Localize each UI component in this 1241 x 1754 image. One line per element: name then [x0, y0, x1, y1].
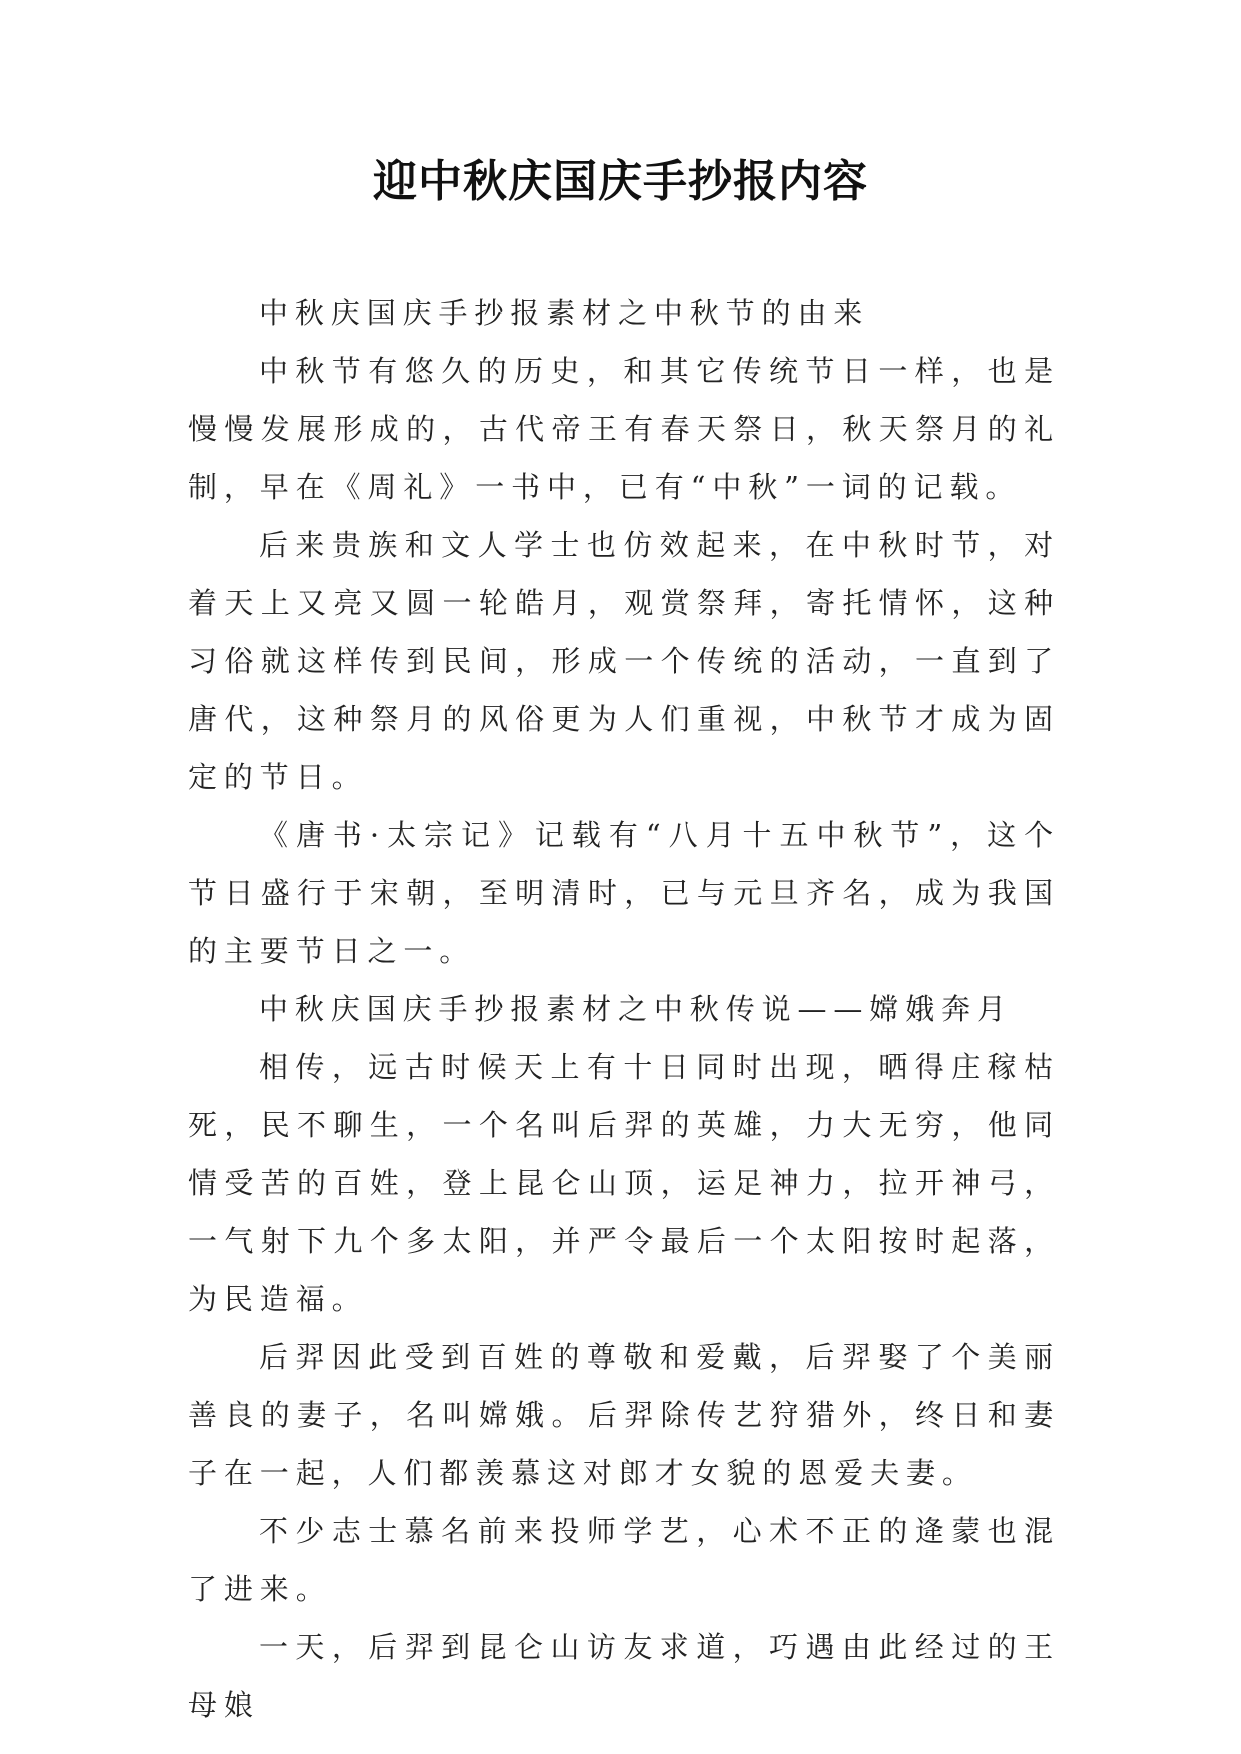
paragraph: 后来贵族和文人学士也仿效起来，在中秋时节，对着天上又亮又圆一轮皓月，观赏祭拜，寄托情怀，这种习俗就这样传到民间，形成一个传统的活动，一直到了唐代，这种祭月的风俗更为人们重视，中秋节才成为固定的节日。	[188, 528, 1060, 794]
document-title: 迎中秋庆国庆手抄报内容	[373, 156, 868, 207]
paragraph: 一天，后羿到昆仑山访友求道，巧遇由此经过的王母娘	[188, 1630, 1060, 1722]
document-body	[188, 284, 1060, 1734]
paragraph: 《唐书·太宗记》记载有“八月十五中秋节”，这个节日盛行于宋朝，至明清时，已与元旦齐名，成为我国的主要节日之一。	[188, 818, 1060, 968]
paragraph: 不少志士慕名前来投师学艺，心术不正的逄蒙也混了进来。	[188, 1514, 1060, 1606]
paragraph: 后羿因此受到百姓的尊敬和爱戴，后羿娶了个美丽善良的妻子，名叫嫦娥。后羿除传艺狩猎外，终日和妻子在一起，人们都羡慕这对郎才女貌的恩爱夫妻。	[188, 1340, 1060, 1490]
section-heading-legend: 中秋庆国庆手抄报素材之中秋传说——嫦娥奔月	[259, 992, 1013, 1026]
section-heading-origin: 中秋庆国庆手抄报素材之中秋节的由来	[259, 296, 870, 330]
paragraph: 相传，远古时候天上有十日同时出现，晒得庄稼枯死，民不聊生，一个名叫后羿的英雄，力大无穷，他同情受苦的百姓，登上昆仑山顶，运足神力，拉开神弓，一气射下九个多太阳，并严令最后一个太阳按时起落，为民造福。	[188, 1050, 1060, 1316]
paragraph: 中秋节有悠久的历史，和其它传统节日一样，也是慢慢发展形成的，古代帝王有春天祭日，秋天祭月的礼制，早在《周礼》一书中，已有“中秋”一词的记载。	[188, 354, 1060, 504]
